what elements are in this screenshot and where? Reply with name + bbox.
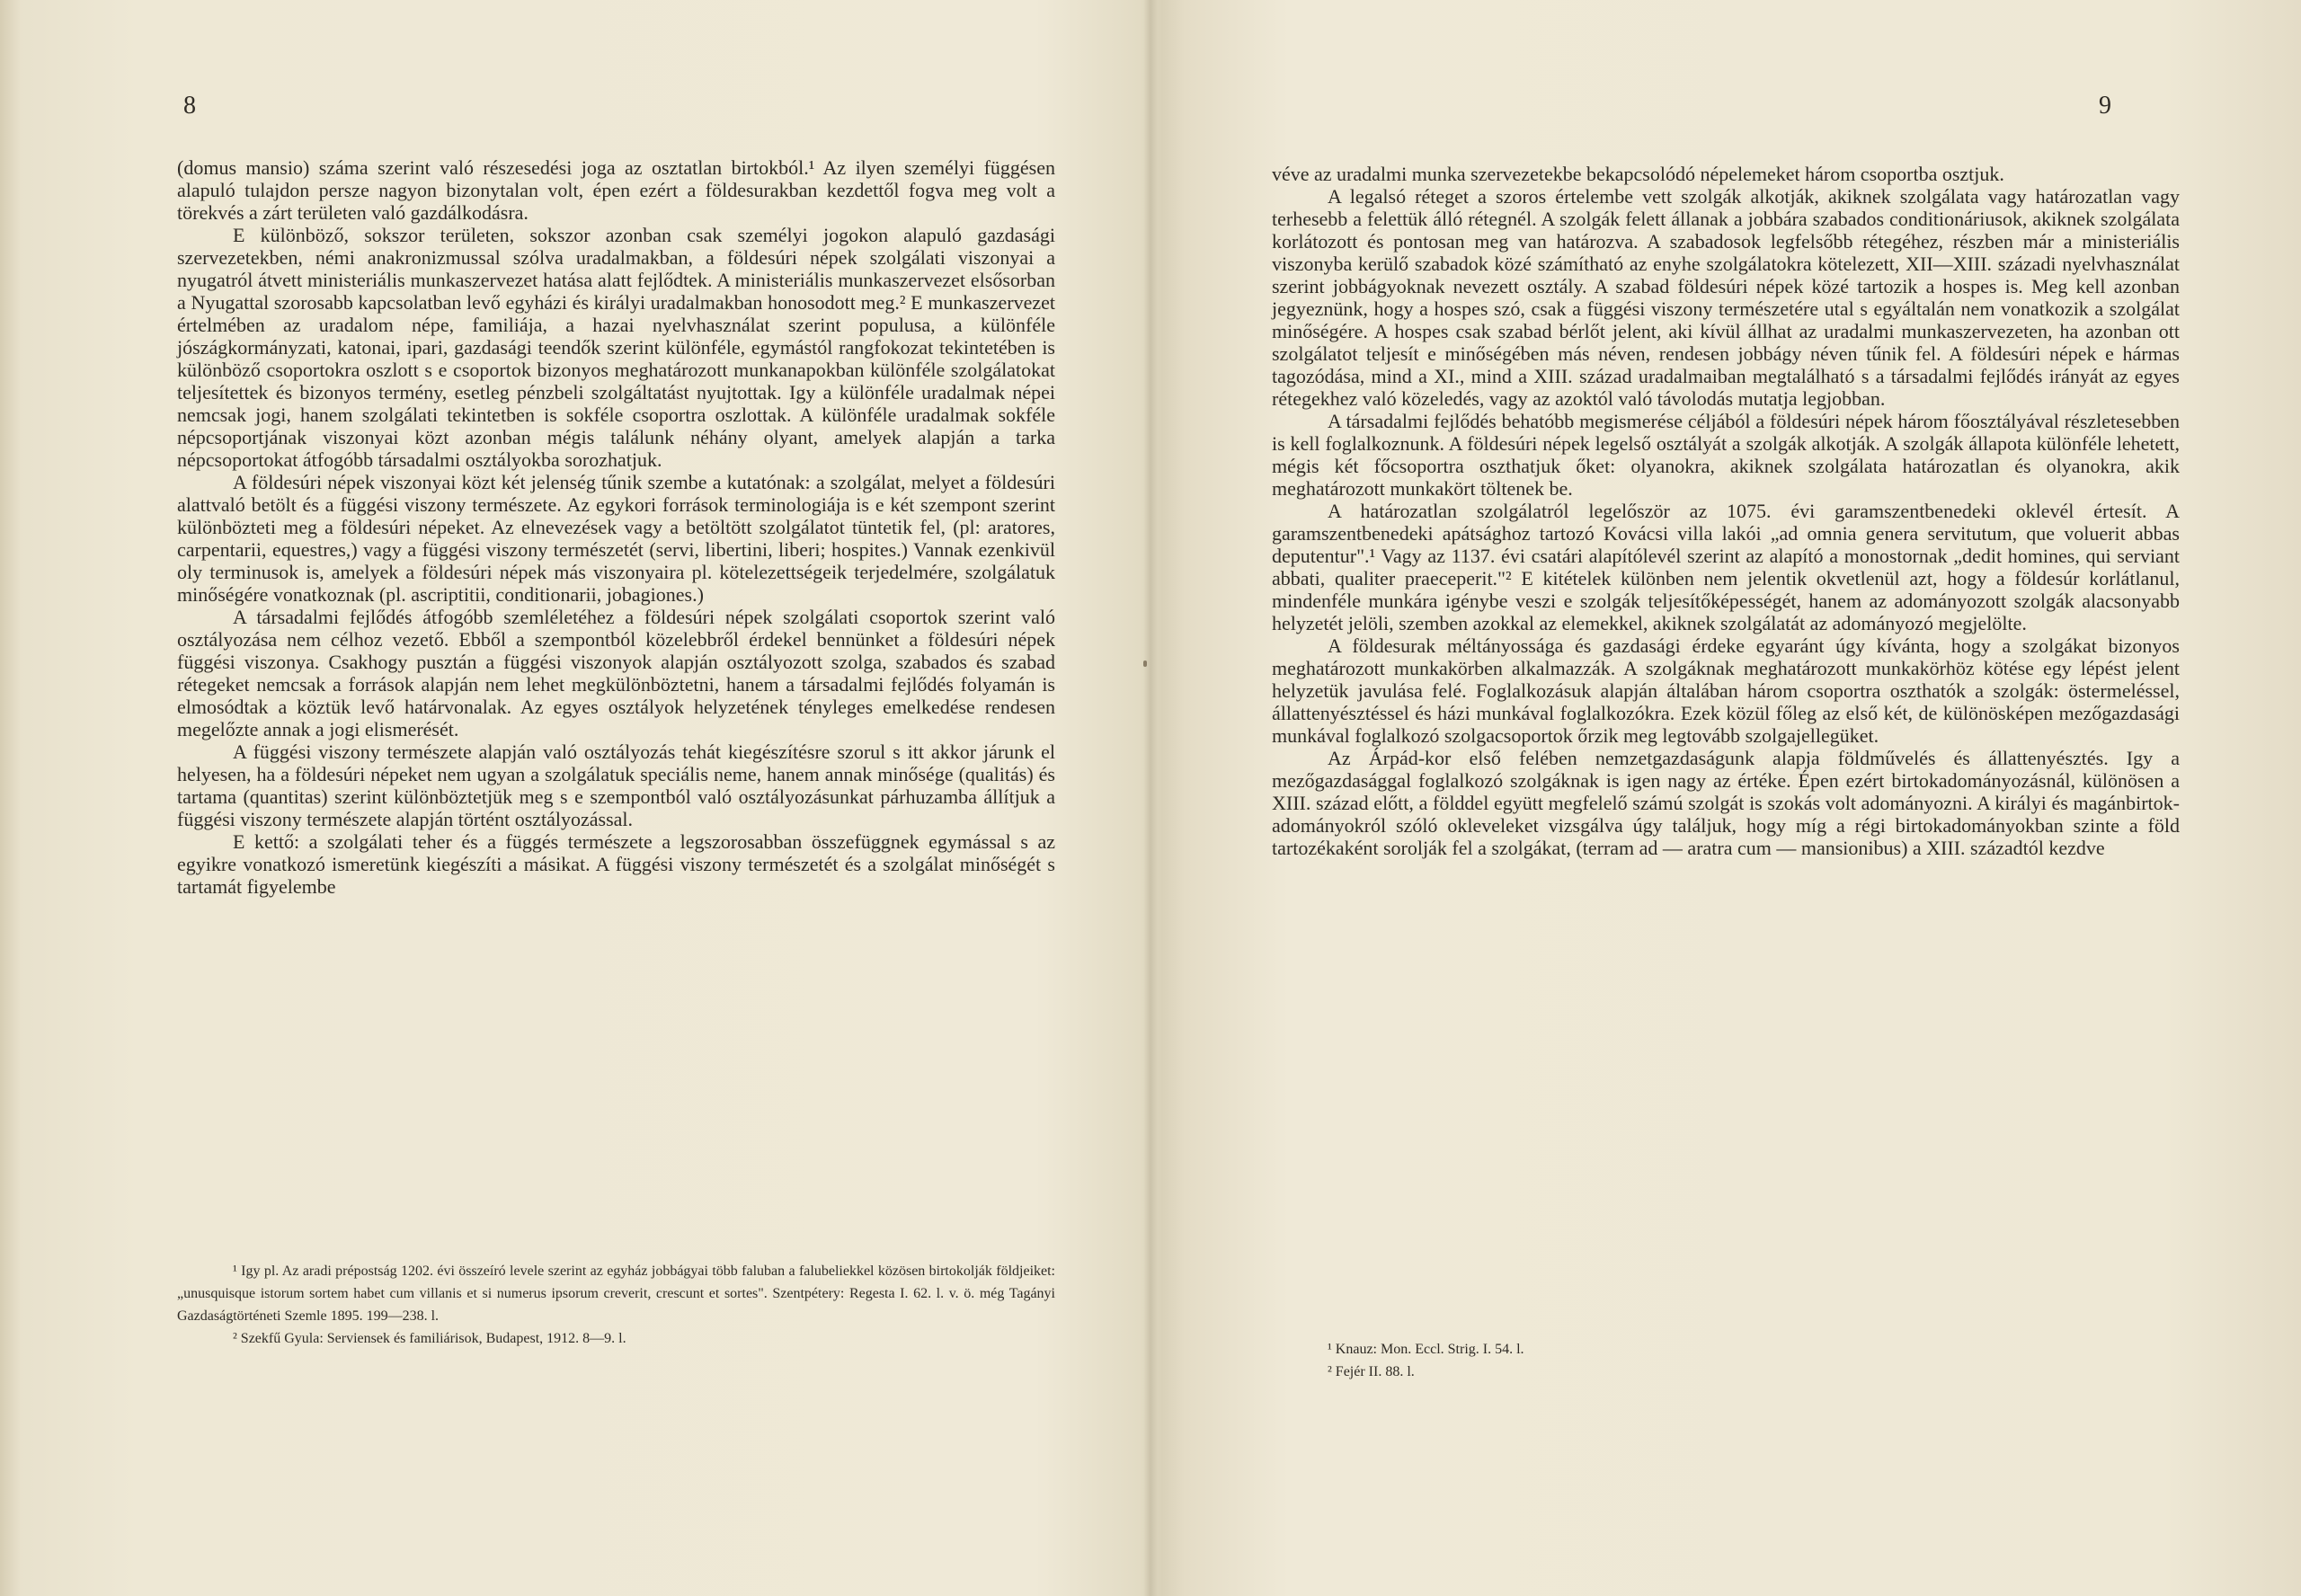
paragraph: E kettő: a szolgálati teher és a függés természete a legszorosabban összefüggnek egymással s az egyikre vonatkozó ismeretünk kiegészíti a másikat. A függési viszony természetét és a szolgálat minőségét s tartamát figyelembe — [177, 830, 1055, 898]
paragraph: A határozatlan szolgálatról legelőször az 1075. évi garamszentbenedeki oklevél értesít. A garamszentbenedeki apátsághoz tartozó Kovácsi villa lakói „ad omnia genera servitutum, que voluerit abbas deputentur".¹ Vagy az 1137. évi csatári alapítólevél szerint az alapító a monostornak „dedit homines, qui serviant abbati, qualiter praeceperit."² E kitételek különben nem jelentik okvetlenül azt, hogy a földesúr korlátlanul, mindenféle munkára igénybe veszi e szolgák teljesítőképességét, hanem az adományozott szolgák alacsonyabb helyzetét jelöli, szemben azokkal az elemekkel, akiknek szolgálatát az adományozó megjelölte. — [1272, 500, 2180, 634]
footnotes — [1272, 1338, 2180, 1383]
footnote: ² Fejér II. 88. l. — [1328, 1364, 1415, 1379]
left-page — [36, 0, 1142, 1596]
paragraph: A földesurak méltányossága és gazdasági érdeke egyaránt úgy kívánta, hogy a szolgákat bizonyos meghatározott munkakörben alkalmazzák. A szolgáknak meghatározott munkakörhöz kötése egy lépést jelent helyzetük javulása felé. Foglalkozásuk alapján általában három csoportra oszthatók a szolgák: östermeléssel, állattenyésztéssel és házi munkával foglalkozókra. Ezek közül főleg az első két, de különösképen mezőgazdasági munkával foglalkozó szolgacsoportok őrzik meg legtovább szolgajellegüket. — [1272, 634, 2180, 747]
paragraph: E különböző, sokszor területen, sokszor azonban csak személyi jogokon alapuló gazdasági szervezetekben, némi anakronizmussal szólva uradalmakban, a földesúri népek szolgálati viszonyai a nyugatról átvett ministeriális munkaszervezet hatása alatt fejlődtek. A ministeriális munkaszervezet elsősorban a Nyugattal szorosabb kapcsolatban levő egyházi és királyi uradalmakban honosodott meg.² E munkaszervezet értelmében az uradalom népe, familiája, a hazai nyelvhasználat szerint populusa, a különféle jószágkormányzati, katonai, ipari, gazdasági teendők szerint különféle, egymástól rangfokozat tekintetében is különböző csoportokra oszlott s e csoportok bizonyos meghatározott munkanapokban különféle szolgálatokat teljesítettek és bizonyos termény, esetleg pénzbeli szolgáltatást nyujtottak. Igy a különféle uradalmak népei nemcsak jogi, hanem szolgálati tekintetben is sokféle csoportra oszlottak. A különféle uradalmak sokféle népcsoportjának viszonyai közt azonban mégis találunk néhány olyant, amelyek alapján a tarka népcsoportokat átfogóbb társadalmi osztályokba sorozhatjuk. — [177, 224, 1055, 471]
paragraph: A függési viszony természete alapján való osztályozás tehát kiegészítésre szorul s itt akkor járunk el helyesen, ha a földesúri népeket nem ugyan a szolgálatuk speciális neme, hanem annak minősége (qualitás) és tartama (quantitas) szerint különböztetjük meg s e szempontból való osztályozásunkat párhuzamba állítjuk a függési viszony természete alapján történt osztályozással. — [177, 740, 1055, 830]
footnote: ¹ Igy pl. Az aradi prépostság 1202. évi összeíró levele szerint az egyház jobbágyai több faluban a falubeliekkel közösen birtokolják földjeiket: „unusquisque istorum sortem habet cum villanis et si numerus ipsorum creverit, crescunt et sortes". Szentpétery: Regesta I. 62. l. v. ö. még Tagányi Gazdaságtörténeti Szemle 1895. 199—238. l. — [177, 1264, 1055, 1324]
paragraph: A legalsó réteget a szoros értelembe vett szolgák alkotják, akiknek szolgálata vagy határozatlan vagy terhesebb a felettük álló rétegnél. A szolgák felett állanak a jobbára szabados conditionáriusok, akiknek szolgálata korlátozott és pontosan meg van határozva. A szabadosok legfelsőbb rétegéhez, részben már a ministeriális viszonyba kerülő szabadok közé számítható az enyhe szolgálatokra kötelezett, XII—XIII. századi nyelvhasználat szerint jobbágyoknak nevezett osztály. A szabad földesúri népek közé tartozik a hospes is. Meg kell azonban jegyeznünk, hogy a hospes szó, csak a függési viszony természetére utal s egyáltalán nem vonatkozik a szolgálat minőségére. A hospes csak szabad bérlőt jelent, aki kívül állhat az uradalmi munkaszervezeten, ha azonban ott szolgálatot teljesít e minőségében más néven, rendesen jobbágy néven tűnik fel. A földesúri népek e hármas tagozódása, mind a XI., mind a XIII. század uradalmaiban megtalálható s a társadalmi fejlődés irányát az egyes rétegekhez való közeledés, vagy az azoktól való távolodás mutatja legjobban. — [1272, 185, 2180, 410]
gutter-mark — [1143, 661, 1147, 667]
paragraph: A társadalmi fejlődés átfogóbb szemléletéhez a földesúri népek szolgálati csoportok szerint való osztályozása nem célhoz vezető. Ebből a szempontból közelebbről érdekel bennünket a földesúri népek függési viszonya. Csakhogy pusztán a függési viszonyok alapján osztályozott szolga, szabados és szabad rétegeket nemcsak a források alapján nem lehet megkülönböztetni, hanem a társadalmi fejlődés folyamán is elmosódtak a köztük levő határvonalak. Az egyes osztályok helyzetének tényleges emelkedése rendesen megelőzte annak a jogi elismerését. — [177, 606, 1055, 740]
page-number: 9 — [2099, 92, 2111, 120]
right-page — [1159, 0, 2283, 1596]
paragraph: A földesúri népek viszonyai közt két jelenség tűnik szembe a kutatónak: a szolgálat, melyet a földesúri alattvaló betölt és a függési viszony természete. Az egykori források terminologiája is e két szempont szerint különbözteti meg a földesúri népeket. Az elnevezések vagy a betöltött szolgálatot tüntetik fel, (pl: aratores, carpentarii, equestres,) vagy a függési viszony természetét (servi, libertini, liberi; hospites.) Vannak ezenkivül oly terminusok is, amelyek a földesúri népek más viszonyaira pl. kötelezettségeik terjedelmére, szolgálatuk minőségére vonatkoznak (pl. ascriptitii, conditionarii, jobagiones.) — [177, 471, 1055, 606]
paragraph: (domus mansio) száma szerint való részesedési joga az osztatlan birtokból.¹ Az ilyen személyi függésen alapuló tulajdon persze nagyon bizonytalan volt, épen ezért a földesurakban kezdettől fogva meg volt a törekvés a zárt területen való gazdálkodásra. — [177, 156, 1055, 224]
page-body-text — [1272, 163, 2180, 859]
paragraph: véve az uradalmi munka szervezetekbe bekapcsolódó népelemeket három csoportba osztjuk. — [1272, 163, 2004, 185]
book-gutter — [1143, 0, 1158, 1596]
footnotes — [177, 1260, 1055, 1350]
footnote: ¹ Knauz: Mon. Eccl. Strig. I. 54. l. — [1328, 1342, 1524, 1357]
paragraph: Az Árpád-kor első felében nemzetgazdaságunk alapja földművelés és állattenyésztés. Igy a mezőgazdasággal foglalkozó szolgáknak is igen nagy az értéke. Épen ezért birtokadományozásnál, különösen a XIII. század előtt, a földdel együtt megfelelő számú szolgát is szokás volt adományozni. A királyi és magánbirtok-adományokról szóló okleveleket vizsgálva úgy találjuk, hogy míg a régi birtokadományokban szinte a föld tartozékaként sorolják fel a szolgákat, (terram ad — aratra cum — mansionibus) a XIII. századtól kezdve — [1272, 747, 2180, 859]
page-number: 8 — [183, 92, 196, 120]
footnote: ² Szekfű Gyula: Serviensek és familiárisok, Budapest, 1912. 8—9. l. — [233, 1331, 626, 1346]
page-body-text — [177, 156, 1055, 898]
paragraph: A társadalmi fejlődés behatóbb megismerése céljából a földesúri népek három főosztályával részletesebben is kell foglalkoznunk. A földesúri népek legelső osztályát a szolgák alkotják. A szolgák állapota különféle lehetett, mégis két főcsoportra oszthatjuk őket: olyanokra, akiknek szolgálata határozatlan és olyanokra, akik meghatározott munkakört töltenek be. — [1272, 410, 2180, 500]
page-edge — [0, 0, 20, 1596]
